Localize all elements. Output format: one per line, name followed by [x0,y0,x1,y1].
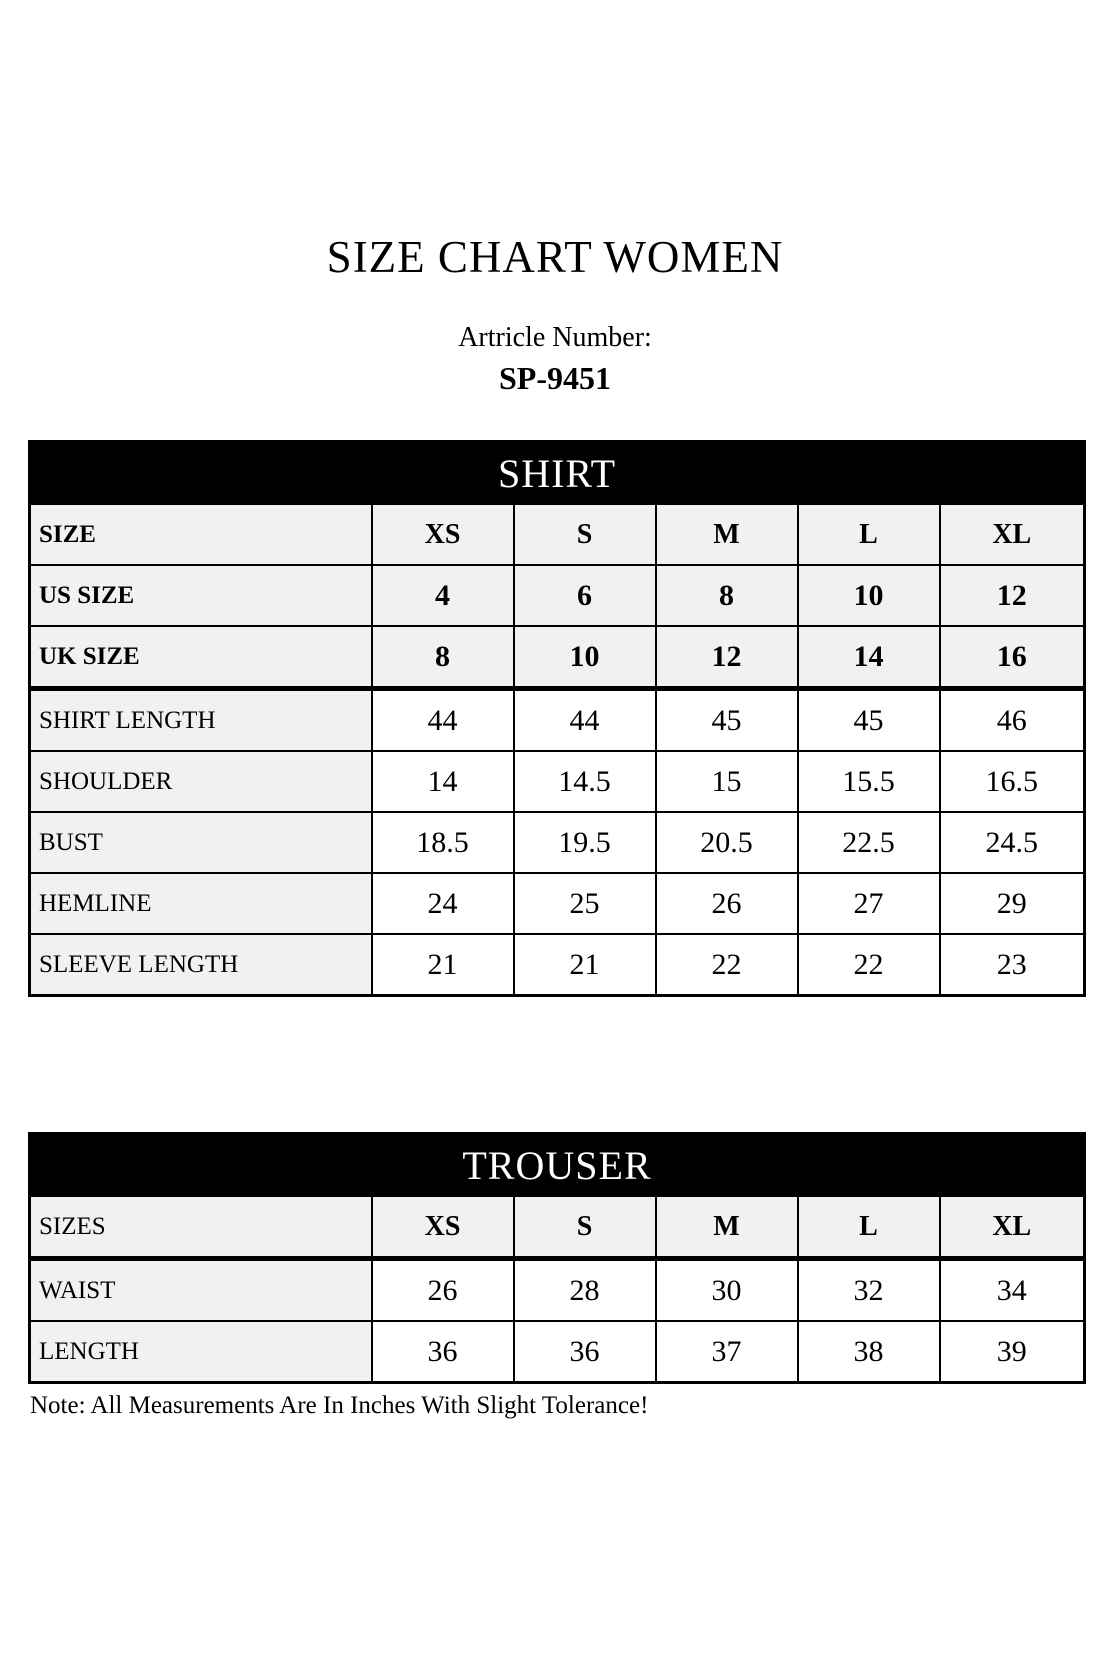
value-cell: 24.5 [940,812,1085,873]
page-title: SIZE CHART WOMEN [326,232,784,282]
value-cell: 14 [372,751,514,812]
value-cell: 10 [514,626,656,689]
table-row [30,1321,1085,1383]
size-cell: S [514,1196,656,1259]
value-cell: 20.5 [656,812,798,873]
value-cell: 21 [514,934,656,996]
value-cell: 36 [372,1321,514,1383]
row-label: UK SIZE [30,626,372,689]
size-cell: XS [372,1196,514,1259]
value-cell: 29 [940,873,1085,934]
value-cell: 36 [514,1321,656,1383]
value-cell: 8 [372,626,514,689]
value-cell: 45 [798,689,940,752]
row-label: SIZE [30,504,372,565]
table-row [30,565,1085,626]
value-cell: 15.5 [798,751,940,812]
size-cell: M [656,504,798,565]
table-row [30,873,1085,934]
value-cell: 34 [940,1259,1085,1322]
row-label: SHIRT LENGTH [30,689,372,752]
value-cell: 32 [798,1259,940,1322]
value-cell: 12 [656,626,798,689]
value-cell: 22 [656,934,798,996]
value-cell: 8 [656,565,798,626]
value-cell: 22 [798,934,940,996]
table-row [30,751,1085,812]
value-cell: 27 [798,873,940,934]
row-label: SIZES [30,1196,372,1259]
shirt-table-title: SHIRT [30,442,1085,505]
row-label: LENGTH [30,1321,372,1383]
value-cell: 18.5 [372,812,514,873]
trouser-table-title: TROUSER [30,1134,1085,1197]
value-cell: 22.5 [798,812,940,873]
value-cell: 16.5 [940,751,1085,812]
value-cell: 19.5 [514,812,656,873]
table-row [30,1196,1085,1259]
value-cell: 46 [940,689,1085,752]
size-cell: M [656,1196,798,1259]
row-label: HEMLINE [30,873,372,934]
value-cell: 6 [514,565,656,626]
row-label: WAIST [30,1259,372,1322]
value-cell: 28 [514,1259,656,1322]
table-row [30,504,1085,565]
value-cell: 45 [656,689,798,752]
table-row [30,689,1085,752]
table-row [30,934,1085,996]
measurement-note: Note: All Measurements Are In Inches With Slight Tolerance! [30,1392,649,1419]
value-cell: 12 [940,565,1085,626]
size-cell: S [514,504,656,565]
size-cell: L [798,504,940,565]
table-row [30,1259,1085,1322]
value-cell: 26 [656,873,798,934]
value-cell: 10 [798,565,940,626]
value-cell: 15 [656,751,798,812]
value-cell: 21 [372,934,514,996]
article-number-label: Artricle Number: [458,322,652,353]
row-label: SHOULDER [30,751,372,812]
table-row [30,626,1085,689]
value-cell: 44 [514,689,656,752]
shirt-size-table [28,440,1086,997]
shirt-table-title-row [30,442,1085,505]
value-cell: 38 [798,1321,940,1383]
value-cell: 25 [514,873,656,934]
value-cell: 23 [940,934,1085,996]
value-cell: 37 [656,1321,798,1383]
value-cell: 16 [940,626,1085,689]
value-cell: 14 [798,626,940,689]
row-label: SLEEVE LENGTH [30,934,372,996]
table-row [30,812,1085,873]
value-cell: 44 [372,689,514,752]
value-cell: 14.5 [514,751,656,812]
size-cell: XS [372,504,514,565]
value-cell: 30 [656,1259,798,1322]
size-cell: L [798,1196,940,1259]
value-cell: 24 [372,873,514,934]
row-label: BUST [30,812,372,873]
value-cell: 26 [372,1259,514,1322]
value-cell: 39 [940,1321,1085,1383]
row-label: US SIZE [30,565,372,626]
size-cell: XL [940,1196,1085,1259]
trouser-table-title-row [30,1134,1085,1197]
trouser-size-table [28,1132,1086,1384]
article-number-value: SP-9451 [499,360,611,396]
value-cell: 4 [372,565,514,626]
size-cell: XL [940,504,1085,565]
